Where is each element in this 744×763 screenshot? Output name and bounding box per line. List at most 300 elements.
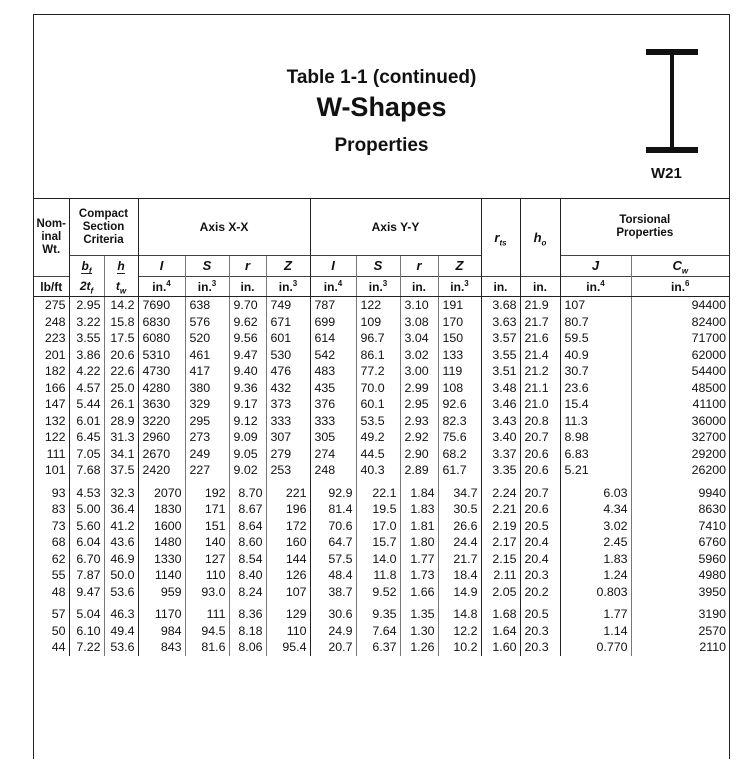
table-cell: 3190 — [631, 606, 729, 623]
table-cell: 182 — [44, 364, 66, 379]
table-cell: 7.64 — [356, 623, 400, 640]
table-cell: 3.63 — [481, 314, 520, 331]
table-row — [34, 518, 729, 535]
bf-2tf-header: $b_f$ — [69, 256, 104, 277]
table-cell: 12.2 — [438, 623, 481, 640]
table-subtitle: Properties — [334, 135, 429, 156]
table-cell: 3.08 — [400, 314, 438, 331]
unit-in4: in.$^4$ — [138, 277, 185, 297]
table-cell: 3.51 — [481, 363, 520, 380]
table-cell: 1.35 — [400, 606, 438, 623]
table-cell: 70.6 — [310, 518, 356, 535]
table-cell: 192 — [185, 485, 229, 502]
table-cell: 48.4 — [310, 567, 356, 584]
table-cell: 4.34 — [560, 501, 631, 518]
table-cell: 6.37 — [356, 639, 400, 656]
table-cell: 1.77 — [400, 551, 438, 568]
table-cell: 34.7 — [438, 485, 481, 502]
table-cell: 70.0 — [356, 380, 400, 397]
table-cell: 20.2 — [520, 584, 560, 601]
table-cell: 92.6 — [438, 396, 481, 413]
table-cell: 221 — [266, 485, 310, 502]
table-cell: 50.0 — [104, 567, 138, 584]
table-cell: 5.04 — [69, 606, 104, 623]
table-cell: 7410 — [631, 518, 729, 535]
table-cell: 81.6 — [185, 639, 229, 656]
table-cell: 373 — [266, 396, 310, 413]
table-cell: 14.0 — [356, 551, 400, 568]
table-cell: 1600 — [138, 518, 185, 535]
h-tw-header: h — [104, 256, 138, 277]
cw-header: $C_w$ — [631, 256, 729, 277]
table-cell: 191 — [438, 297, 481, 314]
table-row — [34, 330, 729, 347]
table-cell: 2.11 — [481, 567, 520, 584]
table-cell: 6.70 — [69, 551, 104, 568]
table-cell: 9.12 — [229, 413, 266, 430]
table-cell: 5.00 — [69, 501, 104, 518]
table-cell: 1.30 — [400, 623, 438, 640]
h-tw-denominator: $t_w$ — [104, 277, 138, 297]
table-cell: 5.21 — [560, 462, 631, 479]
rts-header: $r_{ts}$ — [481, 199, 520, 277]
table-cell: 2.15 — [481, 551, 520, 568]
unit-in3: in.$^3$ — [356, 277, 400, 297]
table-cell: 9.02 — [229, 462, 266, 479]
table-cell: 29200 — [631, 446, 729, 463]
table-cell: 81.4 — [310, 501, 356, 518]
table-cell: 82400 — [631, 314, 729, 331]
table-cell: 11.3 — [560, 413, 631, 430]
table-cell: 530 — [266, 347, 310, 364]
table-cell: 20.7 — [520, 485, 560, 502]
table-cell: 20.4 — [520, 551, 560, 568]
table-cell: 3.48 — [481, 380, 520, 397]
table-cell: 21.9 — [520, 297, 560, 314]
table-cell: 43.6 — [104, 534, 138, 551]
table-cell: 101 — [44, 463, 66, 478]
table-cell: 638 — [185, 297, 229, 314]
table-cell: 274 — [310, 446, 356, 463]
unit-in3: in.$^3$ — [266, 277, 310, 297]
table-cell: 1.84 — [400, 485, 438, 502]
table-row — [34, 429, 729, 446]
table-cell: 295 — [185, 413, 229, 430]
table-cell: 111 — [46, 446, 66, 461]
table-cell: 171 — [185, 501, 229, 518]
table-row — [34, 380, 729, 397]
table-cell: 432 — [266, 380, 310, 397]
table-cell: 2.24 — [481, 485, 520, 502]
table-cell: 3.43 — [481, 413, 520, 430]
table-cell: 0.803 — [560, 584, 631, 601]
table-cell: 28.9 — [104, 413, 138, 430]
table-row — [34, 462, 729, 479]
table-cell: 2.93 — [400, 413, 438, 430]
table-cell: 8.70 — [229, 485, 266, 502]
table-cell: 1330 — [138, 551, 185, 568]
table-cell: 749 — [266, 297, 310, 314]
table-cell: 305 — [310, 429, 356, 446]
table-cell: 38.7 — [310, 584, 356, 601]
table-cell: 3.55 — [481, 347, 520, 364]
table-cell: 36.4 — [104, 501, 138, 518]
table-cell: 30.5 — [438, 501, 481, 518]
table-cell: 1.24 — [560, 567, 631, 584]
table-cell: 147 — [44, 397, 66, 412]
table-cell: 2.21 — [481, 501, 520, 518]
table-cell: 41.2 — [104, 518, 138, 535]
table-cell: 1480 — [138, 534, 185, 551]
table-cell: 9.35 — [356, 606, 400, 623]
table-cell: 8.64 — [229, 518, 266, 535]
table-cell: 140 — [185, 534, 229, 551]
table-cell: 520 — [185, 330, 229, 347]
table-cell: 2.92 — [400, 429, 438, 446]
table-cell: 4980 — [631, 567, 729, 584]
table-cell: 7.87 — [69, 567, 104, 584]
table-cell: 60.1 — [356, 396, 400, 413]
table-cell: 86.1 — [356, 347, 400, 364]
table-cell: 170 — [438, 314, 481, 331]
table-cell: 3.46 — [481, 396, 520, 413]
table-cell: 9.36 — [229, 380, 266, 397]
table-cell: 21.2 — [520, 363, 560, 380]
table-cell: 6080 — [138, 330, 185, 347]
table-cell: 20.5 — [520, 606, 560, 623]
unit-in3: in.$^3$ — [438, 277, 481, 297]
table-cell: 2.19 — [481, 518, 520, 535]
table-cell: 9.70 — [229, 297, 266, 314]
table-cell: 8.40 — [229, 567, 266, 584]
table-cell: 3.35 — [481, 462, 520, 479]
table-cell: 110 — [266, 623, 310, 640]
table-cell: 24.4 — [438, 534, 481, 551]
table-cell: 3.22 — [69, 314, 104, 331]
table-cell: 223 — [44, 331, 66, 346]
table-cell: 21.7 — [520, 314, 560, 331]
table-cell: 30.6 — [310, 606, 356, 623]
table-cell: 61.7 — [438, 462, 481, 479]
table-cell: 1.81 — [400, 518, 438, 535]
table-row — [34, 551, 729, 568]
table-cell: 40.9 — [560, 347, 631, 364]
bf-2tf-denominator: $2t_f$ — [69, 277, 104, 297]
table-cell: 984 — [138, 623, 185, 640]
table-cell: 3220 — [138, 413, 185, 430]
table-cell: 2.05 — [481, 584, 520, 601]
table-cell: 23.6 — [560, 380, 631, 397]
table-cell: 9.62 — [229, 314, 266, 331]
table-cell: 1140 — [138, 567, 185, 584]
table-cell: 21.4 — [520, 347, 560, 364]
table-cell: 68.2 — [438, 446, 481, 463]
table-cell: 8630 — [631, 501, 729, 518]
ix-header: I — [138, 256, 185, 277]
table-cell: 2.90 — [400, 446, 438, 463]
table-row — [34, 567, 729, 584]
table-cell: 6.45 — [69, 429, 104, 446]
table-cell: 333 — [266, 413, 310, 430]
table-cell: 1.64 — [481, 623, 520, 640]
table-cell: 36000 — [631, 413, 729, 430]
table-cell: 20.3 — [520, 567, 560, 584]
table-header — [34, 15, 729, 199]
table-cell: 8.98 — [560, 429, 631, 446]
table-cell: 20.3 — [520, 623, 560, 640]
table-cell: 8.18 — [229, 623, 266, 640]
table-cell: 30.7 — [560, 363, 631, 380]
table-row — [34, 446, 729, 463]
unit-in4: in.$^4$ — [310, 277, 356, 297]
table-cell: 20.8 — [520, 413, 560, 430]
table-cell: 94400 — [631, 297, 729, 314]
table-cell: 22.1 — [356, 485, 400, 502]
table-cell: 8.60 — [229, 534, 266, 551]
table-cell: 248 — [44, 314, 66, 329]
table-cell: 4.22 — [69, 363, 104, 380]
table-cell: 201 — [44, 347, 66, 362]
table-cell: 2570 — [631, 623, 729, 640]
table-cell: 542 — [310, 347, 356, 364]
table-cell: 417 — [185, 363, 229, 380]
table-cell: 15.4 — [560, 396, 631, 413]
table-cell: 6830 — [138, 314, 185, 331]
table-cell: 9.05 — [229, 446, 266, 463]
table-cell: 22.6 — [104, 363, 138, 380]
table-cell: 14.9 — [438, 584, 481, 601]
table-cell: 26.6 — [438, 518, 481, 535]
axis-xx-header: Axis X-X — [138, 199, 310, 256]
table-cell: 53.6 — [104, 584, 138, 601]
properties-table — [34, 199, 729, 656]
table-cell: 24.9 — [310, 623, 356, 640]
table-cell: 7.05 — [69, 446, 104, 463]
table-cell: 92.9 — [310, 485, 356, 502]
table-cell: 20.6 — [520, 501, 560, 518]
table-cell: 25.0 — [104, 380, 138, 397]
table-cell: 21.6 — [520, 330, 560, 347]
table-cell: 1.83 — [560, 551, 631, 568]
table-cell: 54400 — [631, 363, 729, 380]
table-cell: 2.99 — [400, 380, 438, 397]
table-cell: 3.68 — [481, 297, 520, 314]
table-title: W-Shapes — [316, 92, 447, 122]
table-cell: 14.8 — [438, 606, 481, 623]
axis-yy-header: Axis Y-Y — [310, 199, 481, 256]
table-cell: 8.24 — [229, 584, 266, 601]
unit-in3: in.$^3$ — [185, 277, 229, 297]
table-cell: 46.9 — [104, 551, 138, 568]
table-cell: 10.2 — [438, 639, 481, 656]
table-cell: 7.22 — [69, 639, 104, 656]
table-cell: 64.7 — [310, 534, 356, 551]
table-row — [34, 363, 729, 380]
table-row — [34, 347, 729, 364]
table-cell: 46.3 — [104, 606, 138, 623]
table-row — [34, 485, 729, 502]
table-cell: 4.57 — [69, 380, 104, 397]
table-cell: 249 — [185, 446, 229, 463]
table-cell: 119 — [438, 363, 481, 380]
unit-in6: in.$^6$ — [631, 277, 729, 297]
table-cell: 376 — [310, 396, 356, 413]
table-cell: 1.77 — [560, 606, 631, 623]
table-cell: 20.7 — [520, 429, 560, 446]
table-cell: 333 — [310, 413, 356, 430]
table-cell: 75.6 — [438, 429, 481, 446]
table-cell: 6.01 — [69, 413, 104, 430]
unit-in: in. — [481, 277, 520, 297]
table-cell: 93 — [51, 485, 66, 500]
table-cell: 8.54 — [229, 551, 266, 568]
table-cell: 1.68 — [481, 606, 520, 623]
table-cell: 160 — [266, 534, 310, 551]
table-cell: 32700 — [631, 429, 729, 446]
table-cell: 476 — [266, 363, 310, 380]
table-cell: 2420 — [138, 462, 185, 479]
table-row — [34, 501, 729, 518]
table-cell: 4.53 — [69, 485, 104, 502]
table-cell: 9.40 — [229, 363, 266, 380]
table-cell: 699 — [310, 314, 356, 331]
rx-header: r — [229, 256, 266, 277]
table-cell: 8.06 — [229, 639, 266, 656]
table-cell: 20.4 — [520, 534, 560, 551]
table-cell: 133 — [438, 347, 481, 364]
table-cell: 3630 — [138, 396, 185, 413]
sx-header: S — [185, 256, 229, 277]
table-cell: 9.56 — [229, 330, 266, 347]
table-number: Table 1-1 (continued) — [286, 67, 477, 88]
unit-in: in. — [229, 277, 266, 297]
table-cell: 576 — [185, 314, 229, 331]
table-cell: 48500 — [631, 380, 729, 397]
table-cell: 601 — [266, 330, 310, 347]
unit-in4: in.$^4$ — [560, 277, 631, 297]
table-cell: 275 — [44, 298, 66, 313]
table-cell: 671 — [266, 314, 310, 331]
table-cell: 57.5 — [310, 551, 356, 568]
table-cell: 77.2 — [356, 363, 400, 380]
table-cell: 110 — [185, 567, 229, 584]
table-cell: 20.7 — [310, 639, 356, 656]
table-cell: 3.86 — [69, 347, 104, 364]
table-cell: 435 — [310, 380, 356, 397]
table-cell: 2.45 — [560, 534, 631, 551]
table-body — [34, 297, 729, 656]
table-cell: 32.3 — [104, 485, 138, 502]
table-cell: 273 — [185, 429, 229, 446]
table-cell: 109 — [356, 314, 400, 331]
table-cell: 59.5 — [560, 330, 631, 347]
table-cell: 83 — [51, 502, 66, 517]
table-cell: 20.5 — [520, 518, 560, 535]
table-cell: 82.3 — [438, 413, 481, 430]
table-cell: 3950 — [631, 584, 729, 601]
table-cell: 122 — [356, 297, 400, 314]
table-cell: 9.09 — [229, 429, 266, 446]
table-cell: 3.02 — [560, 518, 631, 535]
table-row — [34, 314, 729, 331]
table-cell: 53.6 — [104, 639, 138, 656]
table-cell: 44 — [51, 640, 66, 655]
table-cell: 111 — [185, 606, 229, 623]
table-cell: 48 — [51, 584, 66, 599]
table-cell: 127 — [185, 551, 229, 568]
wide-flange-section-icon — [646, 49, 698, 153]
table-cell: 132 — [44, 413, 66, 428]
table-cell: 2110 — [631, 639, 729, 656]
table-cell: 20.6 — [520, 462, 560, 479]
table-cell: 34.1 — [104, 446, 138, 463]
table-cell: 3.55 — [69, 330, 104, 347]
table-cell: 1.26 — [400, 639, 438, 656]
table-cell: 15.8 — [104, 314, 138, 331]
table-row — [34, 297, 729, 314]
table-cell: 1170 — [138, 606, 185, 623]
table-cell: 3.40 — [481, 429, 520, 446]
table-cell: 307 — [266, 429, 310, 446]
table-frame — [33, 14, 730, 759]
table-cell: 7.68 — [69, 462, 104, 479]
table-cell: 172 — [266, 518, 310, 535]
table-cell: 49.4 — [104, 623, 138, 640]
table-cell: 41100 — [631, 396, 729, 413]
table-cell: 144 — [266, 551, 310, 568]
table-cell: 3.10 — [400, 297, 438, 314]
table-cell: 11.8 — [356, 567, 400, 584]
table-cell: 4730 — [138, 363, 185, 380]
table-cell: 20.6 — [520, 446, 560, 463]
nominal-weight-header: Nom- inal Wt. — [36, 218, 66, 256]
compact-criteria-header: Compact Section Criteria — [69, 199, 138, 256]
table-cell: 380 — [185, 380, 229, 397]
table-cell: 19.5 — [356, 501, 400, 518]
table-cell: 14.2 — [104, 297, 138, 314]
table-cell: 80.7 — [560, 314, 631, 331]
table-cell: 1.83 — [400, 501, 438, 518]
table-cell: 6.10 — [69, 623, 104, 640]
table-cell: 73 — [51, 518, 66, 533]
table-cell: 26.1 — [104, 396, 138, 413]
table-cell: 94.5 — [185, 623, 229, 640]
table-cell: 107 — [266, 584, 310, 601]
table-cell: 129 — [266, 606, 310, 623]
table-cell: 3.04 — [400, 330, 438, 347]
table-cell: 9.47 — [69, 584, 104, 601]
table-cell: 107 — [560, 297, 631, 314]
table-cell: 50 — [51, 623, 66, 638]
table-cell: 196 — [266, 501, 310, 518]
table-cell: 5960 — [631, 551, 729, 568]
iy-header: I — [310, 256, 356, 277]
table-cell: 17.5 — [104, 330, 138, 347]
table-cell: 40.3 — [356, 462, 400, 479]
table-cell: 3.02 — [400, 347, 438, 364]
table-cell: 8.67 — [229, 501, 266, 518]
table-cell: 2670 — [138, 446, 185, 463]
table-cell: 37.5 — [104, 462, 138, 479]
table-cell: 227 — [185, 462, 229, 479]
table-cell: 15.7 — [356, 534, 400, 551]
table-cell: 843 — [138, 639, 185, 656]
table-cell: 4280 — [138, 380, 185, 397]
table-cell: 2.17 — [481, 534, 520, 551]
table-cell: 1.66 — [400, 584, 438, 601]
table-cell: 2070 — [138, 485, 185, 502]
table-cell: 3.37 — [481, 446, 520, 463]
